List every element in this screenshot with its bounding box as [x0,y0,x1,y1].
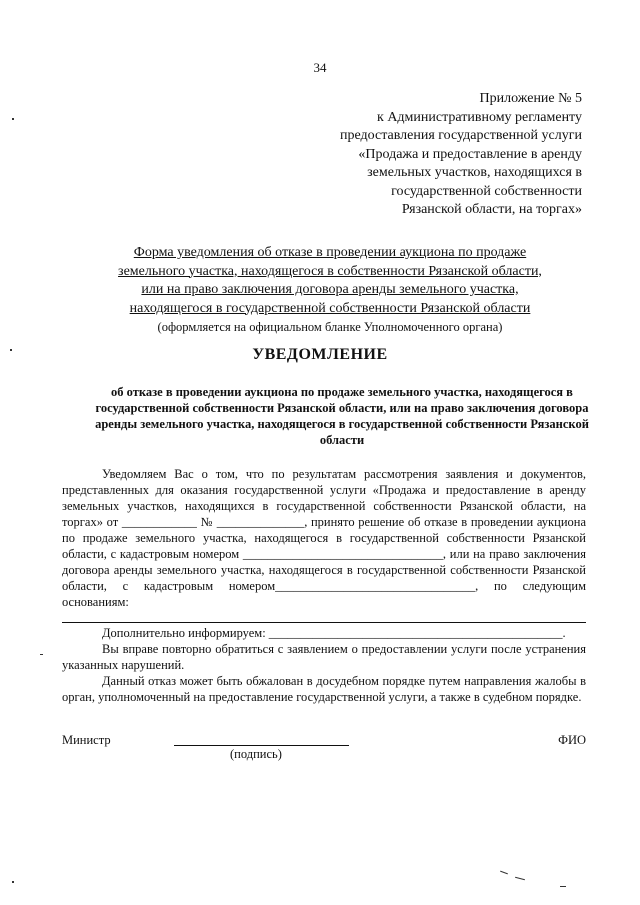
page-number: 34 [313,60,327,75]
signature-caption: (подпись) [230,747,282,761]
form-title [90,244,570,337]
paragraph-additional-info: Дополнительно информируем: _______________________________________________. [102,626,566,640]
scan-speck [515,877,525,881]
scan-speck [12,881,14,883]
appendix-line: Рязанской области, на торгах» [401,202,582,217]
form-title-line: Форма уведомления об отказе в проведении аукциона по продаже [133,245,527,260]
appendix-line: государственной собственности [391,183,582,199]
form-title-line: находящегося в государственной собственности Рязанской области [129,300,531,316]
document-heading: УВЕДОМЛЕНИЕ [252,346,388,363]
signature-line [174,745,349,746]
paragraph-decision: Уведомляем Вас о том, что по результатам рассмотрения заявления и документов, представленных для оказания государственной услуги «Продажа и предоставление в аренду земельных участков, находящихся в государственной собственности Рязанской области, на торгах» от ____________ № ______________, принято решение об отказе в проведении аукциона по продаже земельного участка, находящегося в государственной собственности Рязанской области, с кадастровым номером ________________________________, или на право заключения договора аренды земельного участка, находящегося в государственной собственности Рязанской области, с кадастровым номером________________________________, по следующим основаниям: [62,467,586,609]
scan-speck [500,871,508,875]
appendix-line: земельных участков, находящихся в [367,165,582,180]
notice-subject: об отказе в проведении аукциона по продаже земельного участка, находящегося в государственной собственности Рязанской области, или на право заключения договора аренды земельного участка, находящегося в государственной собственности Рязанской области [95,385,589,447]
appendix-line: к Административному регламенту [377,109,582,125]
paragraph-reapply: Вы вправе повторно обратиться с заявлением о предоставлении услуги после устранения указанных нарушений. [62,642,586,672]
appendix-line: Приложение № 5 [479,91,582,106]
appendix-line: предоставления государственной услуги [340,128,582,143]
form-title-line: или на право заключения договора аренды земельного участка, [141,282,519,297]
scan-speck [10,349,12,351]
scan-speck [560,886,566,887]
appendix-header [340,90,582,220]
grounds-fill-line [62,610,586,623]
signatory-role: Министр [62,733,111,747]
appendix-line: «Продажа и предоставление в аренду [358,146,582,162]
form-note: (оформляется на официальном бланке Уполномоченного органа) [157,320,503,334]
notice-body [62,466,586,705]
form-title-line: земельного участка, находящегося в собственности Рязанской области, [118,263,542,279]
scan-speck [12,118,14,120]
scan-speck [40,654,43,655]
paragraph-appeal: Данный отказ может быть обжалован в досудебном порядке путем направления жалобы в орган, уполномоченный на предоставление государственной услуги, а также в судебном порядке. [62,674,586,704]
signatory-name: ФИО [558,733,586,747]
